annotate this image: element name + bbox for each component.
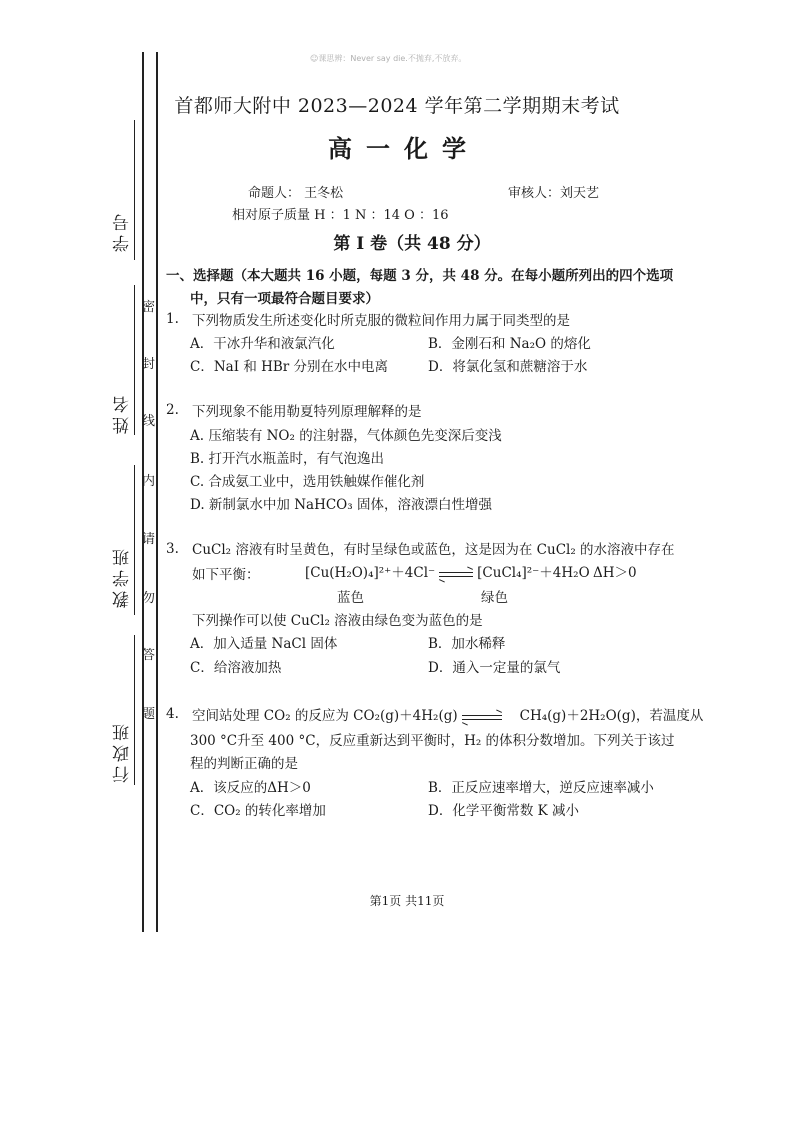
question-stem: 如下平衡： [192,567,260,583]
option-d[interactable]: D. 新制氯水中加 NaHCO₃ 固体，溶液漂白性增强 [190,497,492,513]
option-b[interactable]: B．金刚石和 Na₂O 的熔化 [428,336,591,352]
question-stem [192,704,703,724]
option-a[interactable]: A．加入适量 NaCl 固体 [190,636,338,652]
seal-char: 线 [142,414,156,429]
eq-right: [CuCl₄]²⁻＋4H₂O [477,565,590,581]
delta-h: ΔH＞0 [593,565,637,581]
margin-line-outer [142,52,144,932]
question-number: 1. [166,311,179,327]
seal-char: 答 [142,648,156,663]
seal-char: 勿 [142,591,156,606]
author: 命题人： 王冬松 [248,186,344,201]
option-a[interactable]: A．该反应的ΔH＞0 [190,780,311,796]
question-stem: CuCl₂ 溶液有时呈黄色，有时呈绿色或蓝色，这是因为在 CuCl₂ 的水溶液中存在 [192,542,675,558]
question-stem: 下列物质发生所述变化时所克服的微粒间作用力属于同类型的是 [192,313,570,329]
equilibrium-equation [305,561,590,581]
equilibrium-arrow-icon [462,713,502,721]
section-instruction: 中，只有一项最符合题目要求） [190,291,379,307]
teaching-class-label: 教学班 [113,545,133,608]
exam-subject: 高一化学 [328,134,480,163]
seal-char: 请 [142,532,156,547]
option-c[interactable]: C．NaI 和 HBr 分别在水中电离 [190,359,389,375]
name-label: 姓名 [113,392,133,434]
stem-part: 空间站处理 CO₂ 的反应为 CO₂(g)＋4H₂(g) [192,708,458,724]
seal-char: 内 [142,474,156,489]
color-label-left: 蓝色 [337,590,364,606]
option-b[interactable]: B. 打开汽水瓶盖时，有气泡逸出 [190,451,385,467]
teaching-class-blank[interactable] [134,465,135,615]
question-stem: 程的判断正确的是 [190,756,298,772]
admin-class-blank[interactable] [134,635,135,785]
option-c[interactable]: C．CO₂ 的转化率增加 [190,803,326,819]
name-blank[interactable] [134,285,135,435]
seal-char: 密 [142,300,156,315]
option-d[interactable]: D．通入一定量的氯气 [428,660,561,676]
atomic-mass: 相对原子质量 H ：1 N ：14 O ：16 [232,208,449,223]
option-b[interactable]: B．正反应速率增大，逆反应速率减小 [428,780,654,796]
option-d[interactable]: D．将氯化氢和蔗糖溶于水 [428,359,588,375]
question-stem: 下列操作可以使 CuCl₂ 溶液由绿色变为蓝色的是 [192,613,483,629]
admin-class-label: 行政班 [113,720,133,783]
student-id-label: 学号 [113,210,133,252]
option-d[interactable]: D．化学平衡常数 K 减小 [428,803,579,819]
margin-line-inner [156,52,158,932]
option-a[interactable]: A. 压缩装有 NO₂ 的注射器，气体颜色先变深后变浅 [190,428,502,444]
equilibrium-arrow-icon [439,570,473,578]
reviewer: 审核人：刘天艺 [508,186,600,201]
option-a[interactable]: A．干冰升华和液氯汽化 [190,336,335,352]
question-number: 3. [166,541,179,557]
option-c[interactable]: C．给溶液加热 [190,660,282,676]
question-stem: 下列现象不能用勒夏特列原理解释的是 [192,404,422,420]
page-footer: 第1页 共11页 [369,894,445,908]
section-heading: 第 I 卷（共 48 分） [333,234,491,254]
section-instruction: 一、选择题（本大题共 16 小题，每题 3 分，共 48 分。在每小题所列出的四个选项 [166,268,674,284]
question-stem: 300 °C升至 400 °C，反应重新达到平衡时，H₂ 的体积分数增加。下列关于该过 [190,733,675,749]
stem-part: CH₄(g)＋2H₂O(g)，若温度从 [519,708,704,724]
seal-char: 题 [142,707,156,722]
question-number: 4. [166,706,179,722]
option-b[interactable]: B．加水稀释 [428,636,506,652]
option-c[interactable]: C. 合成氨工业中，选用铁触媒作催化剂 [190,474,425,490]
exam-title: 首都师大附中 2023—2024 学年第二学期期末考试 [174,95,620,117]
eq-left: [Cu(H₂O)₄]²⁺＋4Cl⁻ [305,565,436,581]
question-number: 2. [166,402,179,418]
color-label-right: 绿色 [481,590,508,606]
seal-char: 封 [142,357,156,372]
watermark: ☺课思辨：Never say die.不抛弃,不放弃。 [310,54,467,63]
